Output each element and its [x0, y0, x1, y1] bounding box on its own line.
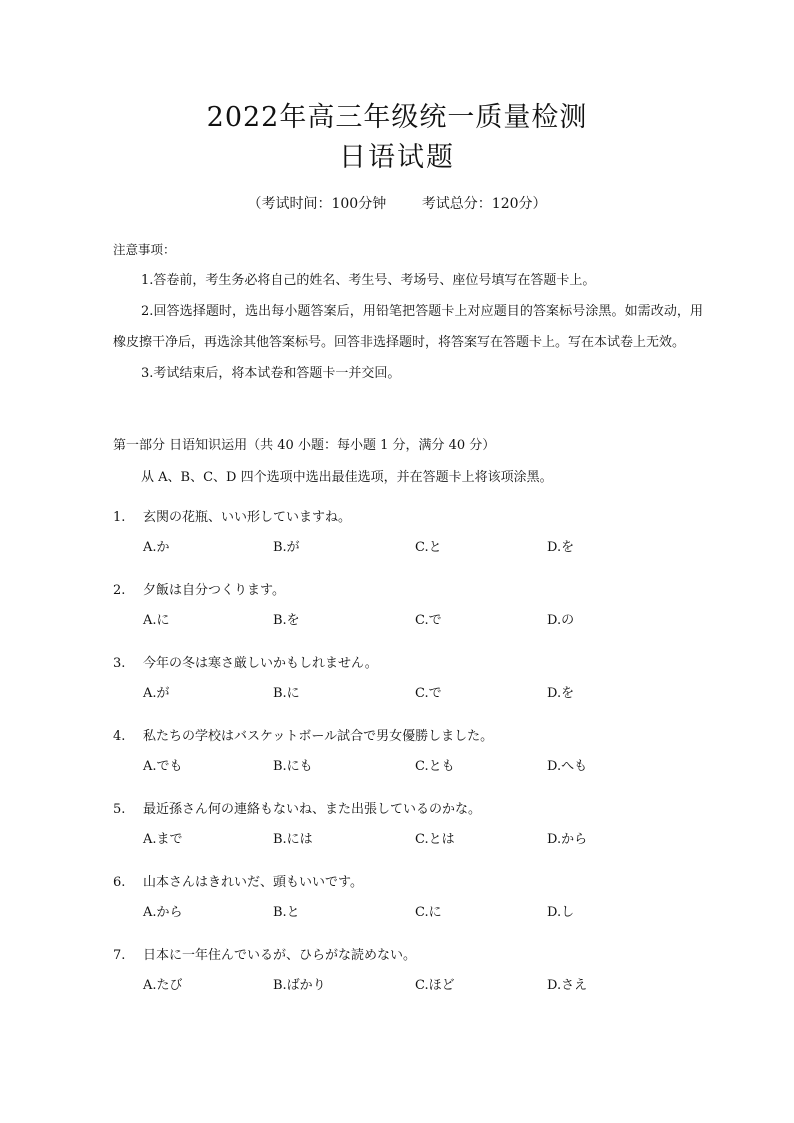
question-stem	[113, 654, 378, 674]
question-item	[113, 508, 703, 581]
question-number: 2.	[113, 583, 126, 598]
option-a: A.から	[143, 905, 183, 920]
option-d: D.へも	[547, 759, 588, 774]
option-b: B.にも	[273, 759, 313, 774]
option-a: A.たび	[143, 978, 183, 993]
option-b: B.ばかり	[273, 978, 326, 993]
question-text: 今年の冬は寒さ厳しいかもしれません。	[143, 656, 378, 671]
question-item	[113, 581, 703, 654]
option-b: B.を	[273, 613, 300, 628]
notice-item: 3.考试结束后，将本试卷和答题卡一并交回。	[141, 366, 401, 381]
question-number: 4.	[113, 729, 126, 744]
part1-instruction: 从 A、B、C、D 四个选项中选出最佳选项，并在答题卡上将该项涂黑。	[141, 470, 553, 485]
question-item	[113, 800, 703, 873]
question-options	[143, 684, 703, 704]
option-c: C.と	[415, 540, 442, 555]
question-stem	[113, 581, 285, 601]
question-text: 私たちの学校はバスケットボール試合で男女優勝しました。	[143, 729, 494, 744]
option-c: C.ほど	[415, 978, 455, 993]
option-b: B.には	[273, 832, 313, 847]
question-stem	[113, 800, 481, 820]
question-options	[143, 976, 703, 996]
question-stem	[113, 946, 416, 966]
question-number: 5.	[113, 802, 126, 817]
question-text: 最近孫さん何の連絡もないね、また出張しているのかな。	[143, 802, 482, 817]
option-b: B.と	[273, 905, 300, 920]
part1-heading: 第一部分 日语知识运用（共 40 小题：每小题 1 分，满分 40 分）	[113, 438, 496, 453]
notice-heading: 注意事项：	[113, 242, 176, 257]
option-a: A.が	[143, 686, 170, 701]
option-c: C.とは	[415, 832, 455, 847]
question-options	[143, 903, 703, 923]
notice-item: 1.答卷前，考生务必将自己的姓名、考生号、考场号、座位号填写在答题卡上。	[141, 273, 596, 288]
question-text: 日本に一年住んでいるが、ひらがな読めない。	[143, 948, 417, 963]
question-text: 山本さんはきれいだ、頭もいいです。	[143, 875, 363, 890]
question-number: 3.	[113, 656, 126, 671]
option-c: C.で	[415, 686, 442, 701]
question-item	[113, 654, 703, 727]
exam-info: （考试时间：100分钟 考试总分：120分）	[247, 196, 547, 212]
question-number: 6.	[113, 875, 126, 890]
question-options	[143, 538, 703, 558]
option-a: A.か	[143, 540, 170, 555]
question-stem	[113, 727, 493, 747]
exam-subject: 日语试题	[339, 142, 455, 173]
option-d: D.の	[547, 613, 575, 628]
option-a: A.まで	[143, 832, 183, 847]
option-c: C.に	[415, 905, 442, 920]
option-a: A.でも	[143, 759, 183, 774]
question-stem	[113, 508, 351, 528]
option-a: A.に	[143, 613, 170, 628]
question-options	[143, 757, 703, 777]
option-b: B.に	[273, 686, 300, 701]
option-c: C.で	[415, 613, 442, 628]
question-options	[143, 830, 703, 850]
option-b: B.が	[273, 540, 300, 555]
exam-title: 2022年高三年级统一质量检测	[206, 102, 588, 133]
question-text: 玄関の花瓶、いい形していますね。	[143, 510, 352, 525]
option-d: D.を	[547, 686, 575, 701]
notice-item: 2.回答选择题时，选出每小题答案后，用铅笔把答题卡上对应题目的答案标号涂黑。如需改动，用橡皮擦干净后，再选涂其他答案标号。回答非选择题时，将答案写在答题卡上。写在本试卷上无效。	[113, 304, 703, 350]
option-c: C.とも	[415, 759, 455, 774]
question-number: 7.	[113, 948, 126, 963]
question-item	[113, 946, 703, 1019]
option-d: D.から	[547, 832, 588, 847]
notice-list	[113, 265, 703, 389]
question-list	[113, 508, 703, 1019]
question-item	[113, 727, 703, 800]
question-stem	[113, 873, 363, 893]
question-item	[113, 873, 703, 946]
question-options	[143, 611, 703, 631]
option-d: D.し	[547, 905, 575, 920]
option-d: D.さえ	[547, 978, 588, 993]
question-text: 夕飯は自分つくります。	[143, 583, 285, 598]
question-number: 1.	[113, 510, 126, 525]
option-d: D.を	[547, 540, 575, 555]
